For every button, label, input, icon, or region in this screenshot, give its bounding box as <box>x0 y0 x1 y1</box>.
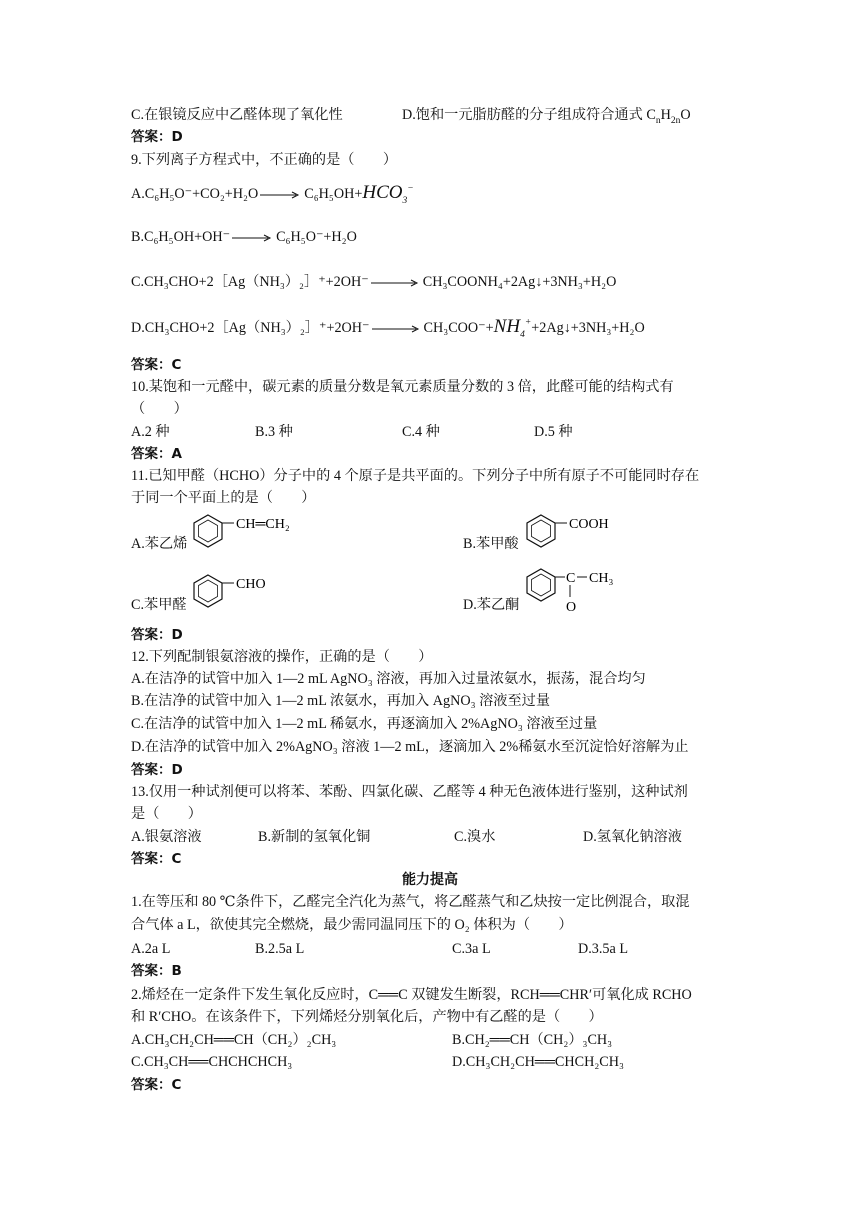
q13-option-a: A.银氨溶液 <box>131 829 202 845</box>
q9-option-a: A.C₆H₅O⁻+CO₂+H₂O $C_6H_5OH+HCO_3^-$ <box>131 182 414 206</box>
p2-answer: 答案：C <box>131 1077 182 1093</box>
p2-stem: 2.烯烃在一定条件下发生氧化反应时，C══C 双键发生断裂，RCH══CHR′可氧化成 RCHO <box>131 987 692 1003</box>
p1-stem: 1.在等压和 80 ℃条件下，乙醛完全汽化为蒸气，将乙醛蒸气和乙炔按一定比例混合，取混 <box>131 894 690 910</box>
q10-option-c: C.4 种 <box>402 424 440 440</box>
q9-option-c: C.CH₃CHO+2［Ag（NH₃）₂］⁺+2OH⁻ CH₃COONH₄+2Ag↓+3NH₃+H₂O <box>131 274 617 290</box>
p1-answer: 答案：B <box>131 963 182 979</box>
q8-option-c: C.在银镜反应中乙醛体现了氧化性 <box>131 107 343 123</box>
q9-answer: 答案：C <box>131 357 182 373</box>
styrene-group: CH═CH₂ <box>236 517 290 532</box>
q12-option-d: D.在洁净的试管中加入 2%AgNO₃ 溶液 1—2 mL，逐滴加入 2%稀氨水至沉淀恰好溶解为止 <box>131 739 689 755</box>
benzaldehyde-structure <box>190 569 290 613</box>
reaction-arrow-icon <box>371 278 421 288</box>
carbonyl-carbon: C <box>566 571 576 586</box>
q12-option-c: C.在洁净的试管中加入 1—2 mL 稀氨水，再逐滴加入 2%AgNO₃ 溶液至过量 <box>131 716 598 732</box>
q9-option-b: B.C₆H₅OH+OH⁻ C₆H₅O⁻+H₂O <box>131 229 357 245</box>
q13-stem-cont: 是（ ） <box>131 806 202 822</box>
p2-option-b: B.CH₂══CH（CH₂）₃CH₃ <box>452 1032 613 1048</box>
q10-answer: 答案：A <box>131 446 182 462</box>
q9-option-d: D.CH₃CHO+2［Ag（NH₃）₂］⁺+2OH⁻ $CH_3COO^-+NH_4^++2Ag↓+3NH_3+H_2O$ <box>131 316 645 340</box>
q11-stem-cont: 于同一个平面上的是（ ） <box>131 490 316 506</box>
q8-option-d: D.饱和一元脂肪醛的分子组成符合通式 $C_nH_{2n}O$ <box>402 107 691 126</box>
p2-option-d: D.CH₃CH₂CH══CHCH₂CH₃ <box>452 1054 624 1070</box>
p1-option-c: C.3a L <box>452 941 491 957</box>
carboxyl-group: COOH <box>569 517 609 532</box>
q11-answer: 答案：D <box>131 627 183 643</box>
methyl-group: CH₃ <box>589 571 614 586</box>
reaction-arrow-icon <box>372 324 422 334</box>
q13-option-d: D.氢氧化钠溶液 <box>583 829 682 845</box>
q12-answer: 答案：D <box>131 762 183 778</box>
q11-stem: 11.已知甲醛（HCHO）分子中的 4 个原子是共平面的。下列分子中所有原子不可能同时存在 <box>131 468 700 484</box>
section-title: 能力提高 <box>402 872 458 888</box>
p2-stem-cont: 和 R′CHO。在该条件下，下列烯烃分别氧化后，产物中有乙醛的是（ ） <box>131 1009 603 1025</box>
q13-stem: 13.仅用一种试剂便可以将苯、苯酚、四氯化碳、乙醛等 4 种无色液体进行鉴别，这种试剂 <box>131 784 688 800</box>
q12-option-a: A.在洁净的试管中加入 1—2 mL AgNO₃ 溶液，再加入过量浓氨水，振荡，混合均匀 <box>131 671 646 687</box>
q13-answer: 答案：C <box>131 851 182 867</box>
q10-stem: 10.某饱和一元醛中，碳元素的质量分数是氧元素质量分数的 3 倍，此醛可能的结构式有 <box>131 379 674 395</box>
q11-option-d-label: D.苯乙酮 <box>463 597 520 613</box>
p1-option-d: D.3.5a L <box>578 941 629 957</box>
carbonyl-oxygen: O <box>566 600 577 615</box>
q8-answer: 答案：D <box>131 129 183 145</box>
q13-option-c: C.溴水 <box>454 829 496 845</box>
q9-stem: 9.下列离子方程式中，不正确的是（ ） <box>131 152 398 168</box>
q11-option-c-label: C.苯甲醛 <box>131 597 187 613</box>
p1-stem-cont: 合气体 a L，欲使其完全燃烧，最少需同温同压下的 O₂ 体积为（ ） <box>131 917 573 933</box>
reaction-arrow-icon <box>260 190 302 200</box>
reaction-arrow-icon <box>232 233 274 243</box>
bicarbonate-ion: $HCO_3^-$ <box>362 182 414 206</box>
q11-option-b-label: B.苯甲酸 <box>463 536 519 552</box>
benzoic-acid-structure <box>523 509 623 553</box>
styrene-structure <box>190 509 290 553</box>
aldehyde-group: CHO <box>236 577 266 592</box>
q10-option-b: B.3 种 <box>255 424 293 440</box>
acetophenone-structure <box>523 563 633 615</box>
q11-option-a-label: A.苯乙烯 <box>131 536 188 552</box>
p1-option-a: A.2a L <box>131 941 171 957</box>
q10-stem-cont: （ ） <box>131 401 188 417</box>
ammonium-ion: $NH_4^+$ <box>493 316 532 340</box>
p2-option-c: C.CH₃CH══CHCHCHCH₃ <box>131 1054 293 1070</box>
p1-option-b: B.2.5a L <box>255 941 305 957</box>
q12-stem: 12.下列配制银氨溶液的操作，正确的是（ ） <box>131 649 433 665</box>
p2-option-a: A.CH₃CH₂CH══CH（CH₂）₂CH₃ <box>131 1032 337 1048</box>
q12-option-b: B.在洁净的试管中加入 1—2 mL 浓氨水，再加入 AgNO₃ 溶液至过量 <box>131 693 551 709</box>
q10-option-a: A.2 种 <box>131 424 170 440</box>
q10-option-d: D.5 种 <box>534 424 573 440</box>
q13-option-b: B.新制的氢氧化铜 <box>258 829 371 845</box>
